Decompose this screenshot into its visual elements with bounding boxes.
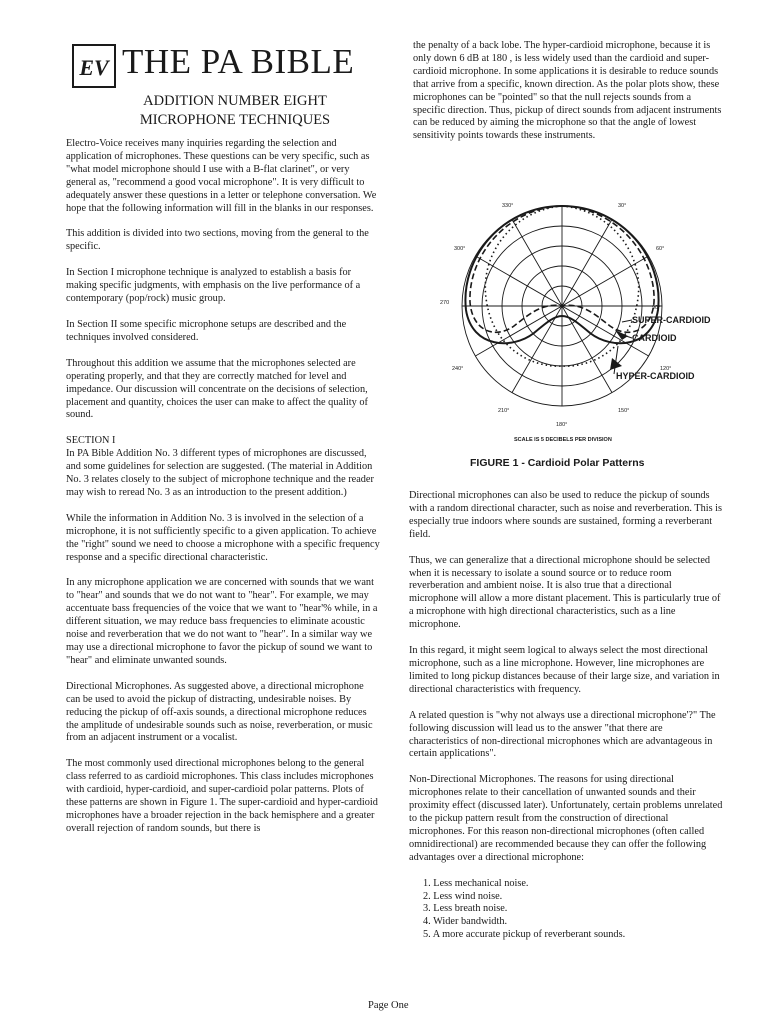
paragraph: This addition is divided into two sections, moving from the general to the specific. bbox=[66, 228, 369, 253]
paragraph: While the information in Addition No. 3 is involved in the selection of a microphone, it is not sufficiently specific to a given application. To achieve the "right" sound we need to choose a microphone with a specific frequency response and a specific directional characteristic. bbox=[66, 512, 380, 563]
paragraph: The most commonly used directional microphones belong to the general class referred to as cardioid microphones. This class includes microphones with cardioid, hyper-cardioid, and super-cardioid polar patterns. Plots of these patterns are shown in Figure 1. The super-cardioid and hyper-cardioid microphones have a broader rejection in the back hemisphere and a greater overall rejection of random sounds, but there is bbox=[66, 758, 378, 834]
left-column bbox=[66, 138, 380, 849]
angle-label: 30° bbox=[618, 203, 627, 209]
angle-label: 60° bbox=[656, 246, 665, 252]
super-cardioid-label: SUPER-CARDIOID bbox=[632, 315, 711, 325]
page-number: Page One bbox=[368, 1000, 409, 1011]
polar-pattern-figure bbox=[432, 198, 732, 443]
angle-label: 300° bbox=[454, 246, 466, 252]
paragraph: Directional Microphones. As suggested above, a directional microphone can be used to avoid the pickup of distracting, undesirable noises. By reducing the pickup of off-axis sounds, a directional microphone reduces the amplitude of undesirable sounds such as noise, reverberation, or music from an adjacent instrument or a vocalist. bbox=[66, 680, 373, 744]
right-column-bottom bbox=[409, 490, 723, 942]
list-item: 1. Less mechanical noise. bbox=[423, 877, 529, 889]
addition-subtitle: ADDITION NUMBER EIGHT bbox=[143, 93, 327, 109]
paragraph: In Section I microphone technique is analyzed to establish a basis for making specific judgments, with emphasis on the live performance of a contemporary (pop/rock) music group. bbox=[66, 267, 361, 305]
section-one-paragraph: SECTION I In PA Bible Addition No. 3 different types of microphones are discussed, and some guidelines for selection are suggested. (The material in Addition No. 3 relates closely to the subject of microphone technique and the reader may wish to reread No. 3 as an introduction to the present addition.) bbox=[66, 435, 374, 498]
angle-label: 180° bbox=[556, 422, 568, 428]
paragraph: In this regard, it might seem logical to always select the most directional microphone, such as a line microphone. However, line microphones are limited to long pickup distances because of their large size, and variation in directional characteristics with frequency. bbox=[409, 645, 720, 695]
paragraph: Non-Directional Microphones. The reasons for using directional microphones relate to their cancellation of unwanted sounds and their proximity effect (discussed later). Unfortunately, certain problems unrelated to the pickup pattern result from the construction of directional microphones. For this reason non-directional microphones (often called omnidirectional) are recommended because they can offer the following advantages over a directional microphone: bbox=[409, 774, 723, 863]
paragraph: In Section II some specific microphone setups are described and the techniques involved considered. bbox=[66, 318, 347, 343]
list-item: 3. Less breath noise. bbox=[423, 903, 508, 915]
figure-caption: FIGURE 1 - Cardioid Polar Patterns bbox=[470, 457, 645, 469]
paragraph: In any microphone application we are concerned with sounds that we want to "hear" and sounds that we do not want to "hear". For example, we may accentuate bass frequencies of the voice that we want to "hear'% while, in a different situation, we may reduce bass frequencies to eliminate acoustic noise and reverberation that we do not want to "hear". In a similar way we may use a directional microphone to favor the pickup of sound we want to "hear" and eliminate unwanted sounds. bbox=[66, 577, 378, 666]
topic-subtitle: MICROPHONE TECHNIQUES bbox=[139, 112, 331, 128]
list-item: 5. A more accurate pickup of reverberant sounds. bbox=[423, 929, 626, 941]
hyper-cardioid-label: HYPER-CARDIOID bbox=[616, 371, 695, 381]
cardioid-label: CARDIOID bbox=[632, 333, 677, 343]
paragraph: Electro-Voice receives many inquiries regarding the selection and application of microphones. These questions can be very specific, such as "what model microphone should I use with a B-flat clarinet", or very general as, "recommend a good vocal microphone". It is very difficult to adequately answer these questions in a letter or telephone conversation. We hope that the following information will fill in the blanks in our responses. bbox=[66, 138, 377, 214]
page-title: THE PA BIBLE bbox=[122, 42, 355, 81]
list-item: 4. Wider bandwidth. bbox=[423, 916, 508, 928]
scale-note: SCALE IS 5 DECIBELS PER DIVISION bbox=[514, 437, 612, 443]
electro-voice-logo bbox=[72, 44, 116, 88]
angle-label: 270 bbox=[440, 300, 450, 306]
logo-text: EV bbox=[79, 55, 109, 80]
paragraph: Directional microphones can also be used to reduce the pickup of sounds with a random directional character, such as noise and reverberation. This is especially true indoors where sounds are sustained, forming a reverberant field. bbox=[409, 490, 723, 540]
paragraph: Throughout this addition we assume that the microphones selected are operating properly, and that they are correctly matched for level and impedance. Our discussion will concentrate on the decisions of selection, placement and quantity, choices the user can make to affect the quality of sound. bbox=[66, 357, 368, 421]
advantages-list bbox=[423, 878, 723, 943]
paragraph: Thus, we can generalize that a directional microphone should be selected when it is necessary to isolate a sound source or to reduce room reverberation and ambient noise. It is also true that a directional microphone will allow a more distant placement. This is particularly true of a microphone with high directional characteristics, such as a line microphone. bbox=[409, 554, 721, 631]
angle-label: 210° bbox=[498, 408, 510, 414]
right-column-top bbox=[413, 40, 723, 156]
angle-label: 120° bbox=[660, 366, 672, 372]
angle-label: 330° bbox=[502, 203, 514, 209]
list-item: 2. Less wind noise. bbox=[423, 890, 503, 902]
angle-label: 90° bbox=[652, 305, 661, 311]
paragraph: A related question is "why not always use a directional microphone'?" The following discussion will lead us to the answer "that there are characteristics of non-directional microphones which are advantageous in certain applications". bbox=[409, 709, 716, 760]
angle-label: 240° bbox=[452, 366, 464, 372]
angle-label: 150° bbox=[618, 408, 630, 414]
paragraph: the penalty of a back lobe. The hyper-cardioid microphone, because it is only down 6 dB at 180 , is less widely used than the cardioid and super-cardioid microphone. In some applications it is desirable to reduce sounds that arrive from a specific, known direction. As the polar plots show, these microphones can be "pointed" so that the null rejects sounds from a specific direction. Thus, pickup of direct sounds from adjacent instruments can be reduced by aiming the microphone so that the angle of lowest sensitivity points towards these instruments. bbox=[413, 40, 722, 142]
